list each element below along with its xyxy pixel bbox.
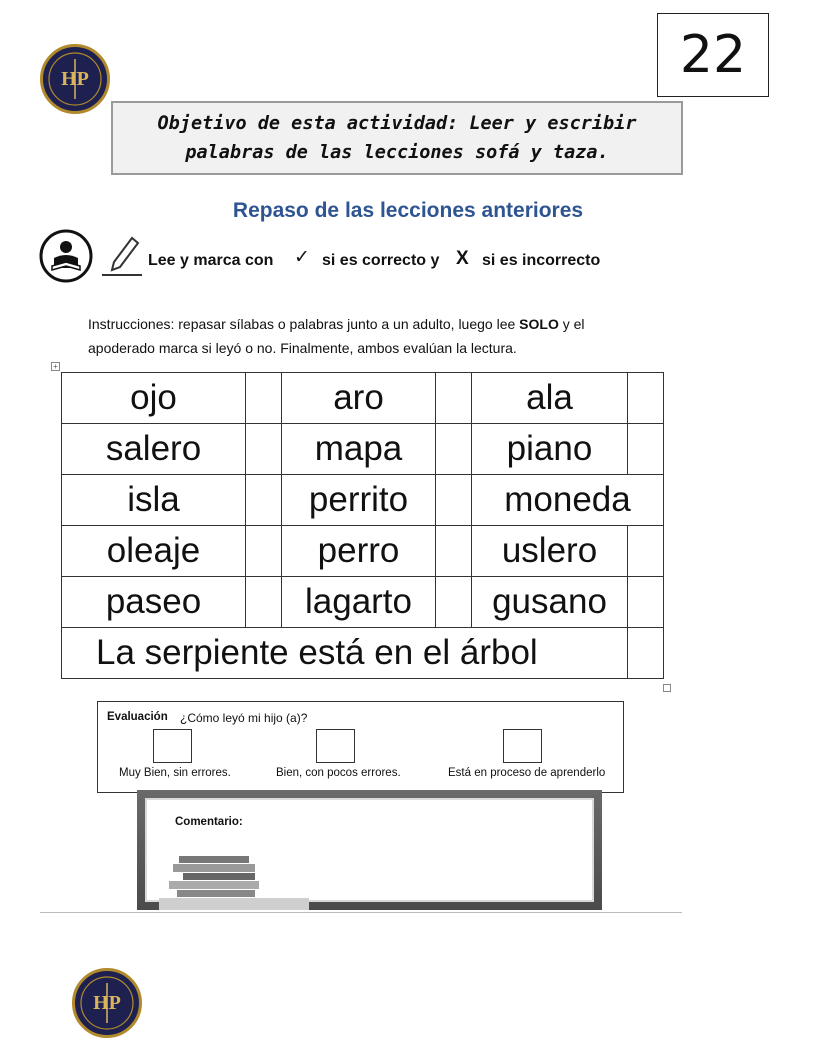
- word-cell: perrito: [282, 475, 436, 526]
- mark-cell[interactable]: [246, 373, 282, 424]
- comment-box: [137, 790, 602, 910]
- mark-cell[interactable]: [628, 526, 664, 577]
- word-cell: uslero: [472, 526, 628, 577]
- mark-cell[interactable]: [246, 526, 282, 577]
- mark-cell[interactable]: [436, 475, 472, 526]
- x-mark-icon: X: [456, 248, 469, 269]
- page-title: Repaso de las lecciones anteriores: [232, 199, 584, 222]
- mark-cell[interactable]: [628, 424, 664, 475]
- school-logo-top: [40, 44, 110, 114]
- svg-text:HP: HP: [61, 68, 89, 90]
- mark-cell[interactable]: [436, 577, 472, 628]
- instructions-text-end: y el apoderado marca si leyó o no. Finalmente, ambos evalúan la lectura.: [88, 316, 585, 356]
- instruction-text-part2: si es correcto y: [322, 252, 440, 269]
- evaluation-checkbox-very-good[interactable]: [153, 729, 192, 763]
- word-cell: gusano: [472, 577, 628, 628]
- word-cell: ojo: [62, 373, 246, 424]
- books-icon: [159, 852, 309, 912]
- objective-box: [111, 101, 683, 175]
- evaluation-option-label: Está en proceso de aprenderlo: [448, 767, 606, 779]
- word-table: [61, 372, 664, 679]
- instructions-text: Instrucciones: repasar sílabas o palabras junto a un adulto, luego lee: [88, 316, 520, 332]
- table-row: [62, 628, 664, 679]
- table-move-handle[interactable]: +: [51, 362, 60, 371]
- mark-cell[interactable]: [436, 526, 472, 577]
- check-icon: ✓: [294, 246, 310, 268]
- mark-cell[interactable]: [246, 475, 282, 526]
- instruction-text-part3: si es incorrecto: [482, 252, 601, 269]
- table-resize-handle[interactable]: [663, 684, 671, 692]
- evaluation-heading: Evaluación: [107, 711, 168, 723]
- word-cell: salero: [62, 424, 246, 475]
- instructions-bold: SOLO: [519, 316, 559, 332]
- evaluation-option-label: Bien, con pocos errores.: [276, 767, 401, 779]
- word-cell: paseo: [62, 577, 246, 628]
- evaluation-option-label: Muy Bien, sin errores.: [119, 767, 231, 779]
- word-cell: lagarto: [282, 577, 436, 628]
- divider: [40, 912, 682, 913]
- evaluation-question: ¿Cómo leyó mi hijo (a)?: [180, 711, 308, 725]
- page-number: 22: [657, 13, 769, 97]
- mark-cell[interactable]: [246, 424, 282, 475]
- evaluation-box: [97, 701, 624, 793]
- word-cell: perro: [282, 526, 436, 577]
- mark-cell[interactable]: [628, 373, 664, 424]
- instructions-paragraph: [88, 312, 608, 360]
- pencil-icon: [100, 232, 144, 278]
- mark-cell[interactable]: [246, 577, 282, 628]
- mark-cell[interactable]: [628, 628, 664, 679]
- sentence-cell: La serpiente está en el árbol: [62, 628, 628, 679]
- comment-label: Comentario:: [175, 816, 243, 828]
- comment-area[interactable]: [145, 798, 594, 902]
- mark-cell[interactable]: [436, 424, 472, 475]
- word-cell: oleaje: [62, 526, 246, 577]
- reader-icon: [38, 228, 94, 284]
- word-cell: aro: [282, 373, 436, 424]
- table-row: [62, 424, 664, 475]
- mark-cell[interactable]: [436, 373, 472, 424]
- word-cell: piano: [472, 424, 628, 475]
- objective-text: Objetivo de esta actividad: Leer y escribir palabras de las lecciones sofá y taza.: [157, 113, 637, 163]
- word-cell: ala: [472, 373, 628, 424]
- evaluation-checkbox-learning[interactable]: [503, 729, 542, 763]
- table-row: [62, 373, 664, 424]
- table-row: [62, 475, 664, 526]
- word-cell: mapa: [282, 424, 436, 475]
- instruction-text-part1: Lee y marca con: [148, 252, 274, 269]
- table-row: [62, 526, 664, 577]
- school-logo-bottom: [72, 968, 142, 1038]
- mark-cell[interactable]: [628, 577, 664, 628]
- word-cell: isla: [62, 475, 246, 526]
- table-row: [62, 577, 664, 628]
- word-cell: moneda: [472, 475, 664, 526]
- svg-text:HP: HP: [93, 992, 121, 1014]
- evaluation-checkbox-good[interactable]: [316, 729, 355, 763]
